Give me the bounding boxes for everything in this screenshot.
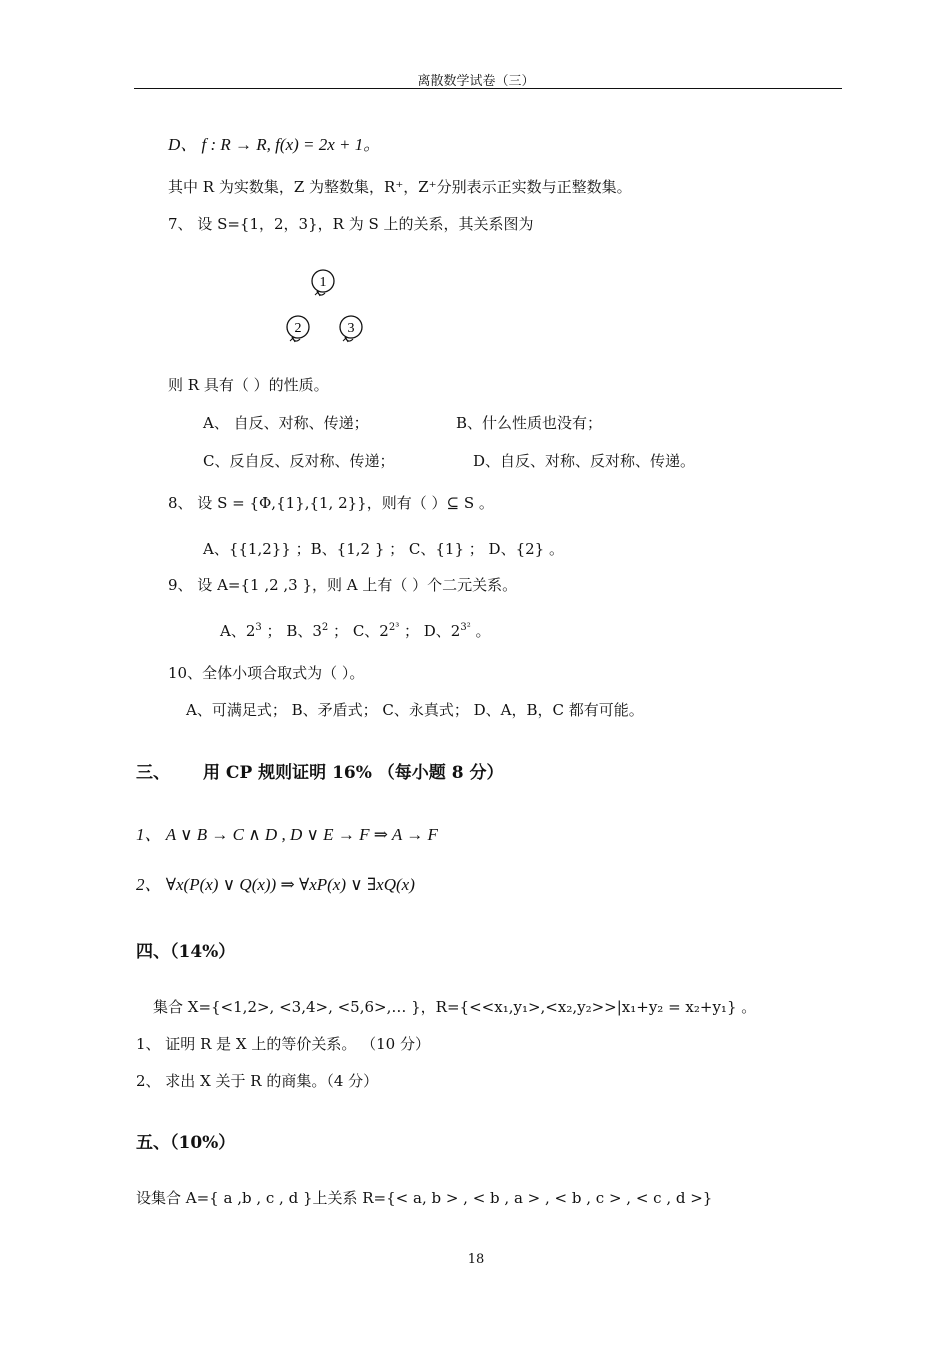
q9-option-c-exp: 2³: [388, 622, 400, 633]
section-4-question-1: 1、 证明 R 是 X 上的等价关系。 （10 分）: [136, 1035, 430, 1053]
section-3-problem-2: 2、 ∀x(P(x) ∨ Q(x)) ⇒ ∀xP(x) ∨ ∃xQ(x): [136, 875, 415, 894]
q6-note: 其中 R 为实数集，Z 为整数集，R⁺，Z⁺分别表示正实数与正整数集。: [168, 178, 632, 196]
section-3-number: 三、: [136, 763, 170, 783]
q9-stem: 9、 设 A={1 ,2 ,3 }，则 A 上有（ ）个二元关系。: [168, 576, 518, 594]
section-4-set: 集合 X={<1,2>, <3,4>, <5,6>,… }，R={<<x₁,y₁>,<x₂,y₂>>|x₁+y₂ = x₂+y₁} 。: [153, 998, 757, 1016]
q7-option-d: D、自反、对称、反对称、传递。: [473, 452, 696, 470]
section-4-question-2: 2、 求出 X 关于 R 的商集。（4 分）: [136, 1072, 379, 1090]
q9-option-a: A、2: [220, 622, 256, 640]
section-5-set: 设集合 A={ a ,b , c , d }上关系 R={< a, b > , < b , a > , < b , c > , < c , d >}: [136, 1189, 713, 1207]
node-3-label: 3: [347, 321, 355, 336]
page-header-title: 离散数学试卷（三）: [417, 74, 535, 89]
q8-stem: 8、 设 S = {Φ,{1},{1, 2}}，则有（ ）⊆ S 。: [168, 494, 494, 512]
q10-stem: 10、全体小项合取式为（ ）。: [168, 664, 365, 682]
node-1-label: 1: [319, 275, 327, 290]
section-4-title: 四、（14%）: [136, 942, 236, 962]
q7-stem: 7、 设 S={1，2，3}，R 为 S 上的关系，其关系图为: [168, 215, 534, 233]
q7-option-a: A、 自反、对称、传递；: [203, 414, 369, 432]
relation-diagram: [280, 262, 370, 350]
page-number: 18: [467, 1252, 485, 1267]
q8-options: A、{{1,2}} ；B、{1,2 } ； C、{1} ； D、{2} 。: [203, 540, 564, 558]
q9-option-b: ； B、3: [266, 622, 322, 640]
header-rule: [134, 88, 842, 89]
q9-option-a-exp: 3: [255, 622, 262, 633]
q7-option-c: C、反自反、反对称、传递；: [203, 452, 395, 470]
node-2-label: 2: [294, 321, 302, 336]
q9-option-c: ； C、2: [333, 622, 389, 640]
section-3-title: 用 CP 规则证明 16% （每小题 8 分）: [203, 763, 504, 783]
q7-option-b: B、什么性质也没有；: [456, 414, 603, 432]
q9-options: [220, 620, 491, 641]
q9-option-end: 。: [475, 622, 491, 640]
section-3-problem-1: 1、 A ∨ B → C ∧ D , D ∨ E → F ⇒ A → F: [136, 825, 438, 844]
q9-option-d-exp: 3²: [460, 622, 471, 633]
q10-options: A、可满足式； B、矛盾式； C、永真式； D、A，B，C 都有可能。: [186, 701, 644, 719]
node-1: [312, 270, 334, 296]
section-5-title: 五、（10%）: [136, 1133, 236, 1153]
q7-question: 则 R 具有（ ）的性质。: [168, 376, 329, 394]
node-2: [287, 316, 309, 342]
q6-option-d: D、 f : R → R, f(x) = 2x + 1。: [168, 135, 381, 154]
q9-option-d: ； D、2: [404, 622, 461, 640]
q9-option-b-exp: 2: [321, 622, 329, 633]
node-3: [340, 316, 362, 342]
